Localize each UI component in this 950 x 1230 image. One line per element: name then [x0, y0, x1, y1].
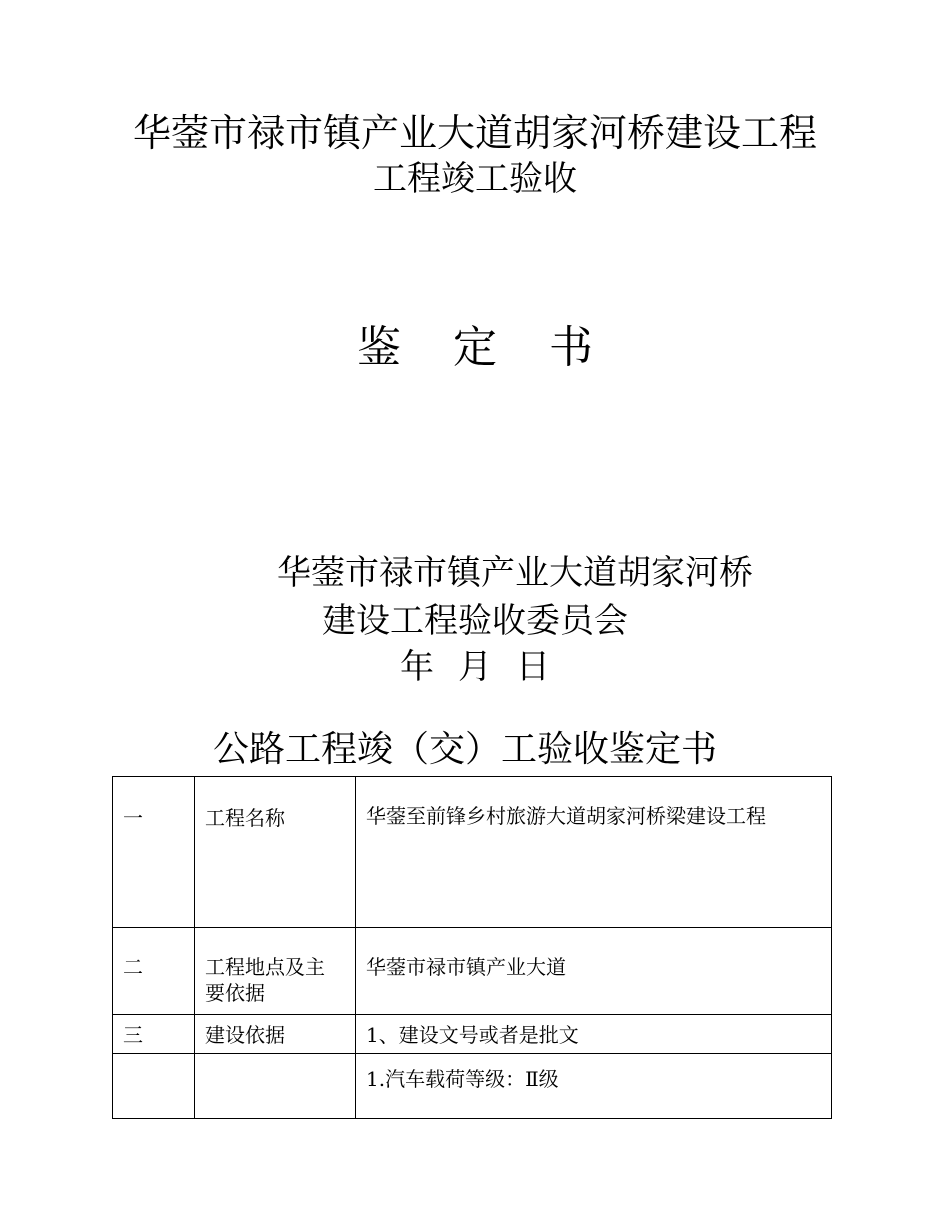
table-row — [113, 777, 832, 928]
row-label: 工程地点及主要依据 — [205, 955, 325, 1005]
row-label-cell — [195, 1015, 356, 1054]
cover-title-line1: 华蓥市禄市镇产业大道胡家河桥建设工程 — [132, 111, 817, 155]
row-label-cell — [195, 928, 356, 1015]
row-number-cell — [113, 777, 195, 928]
row-label-cell — [195, 777, 356, 928]
table-row — [113, 1054, 832, 1119]
date-line — [0, 647, 950, 687]
document-type-heading — [0, 322, 950, 373]
row-label-cell — [195, 1054, 356, 1119]
row-label: 工程名称 — [205, 806, 285, 830]
document-type-char: 定 — [453, 322, 497, 373]
row-value-cell — [356, 1015, 832, 1054]
section-title: 公路工程竣（交）工验收鉴定书 — [212, 729, 717, 770]
document-type-char: 书 — [549, 322, 593, 373]
row-number: 二 — [123, 955, 143, 979]
cover-title-line2: 工程竣工验收 — [373, 159, 577, 199]
row-number: 一 — [123, 806, 143, 830]
table-row — [113, 928, 832, 1015]
committee-line2: 建设工程验收委员会 — [322, 601, 628, 641]
acceptance-form-table — [112, 776, 832, 1119]
row-number-cell — [113, 1054, 195, 1119]
row-number-cell — [113, 928, 195, 1015]
row-label: 建设依据 — [205, 1023, 285, 1047]
row-number-cell — [113, 1015, 195, 1054]
table-row — [113, 1015, 832, 1054]
row-value-cell — [356, 1054, 832, 1119]
row-value: 1、建设文号或者是批文 — [366, 1023, 579, 1047]
row-number: 三 — [123, 1023, 143, 1047]
row-value: 1.汽车载荷等级：Ⅱ级 — [366, 1067, 559, 1091]
date-year: 年 — [400, 647, 434, 687]
row-value: 华蓥市禄市镇产业大道 — [366, 955, 566, 979]
committee-line1: 华蓥市禄市镇产业大道胡家河桥 — [277, 553, 753, 593]
row-label — [205, 1054, 345, 1066]
row-value-cell — [356, 928, 832, 1015]
row-value: 华蓥至前锋乡村旅游大道胡家河桥梁建设工程 — [366, 804, 766, 828]
document-type-char: 鉴 — [357, 322, 401, 373]
date-month: 月 — [458, 647, 492, 687]
row-number — [123, 1054, 184, 1066]
date-day: 日 — [516, 647, 550, 687]
row-value-cell — [356, 777, 832, 928]
